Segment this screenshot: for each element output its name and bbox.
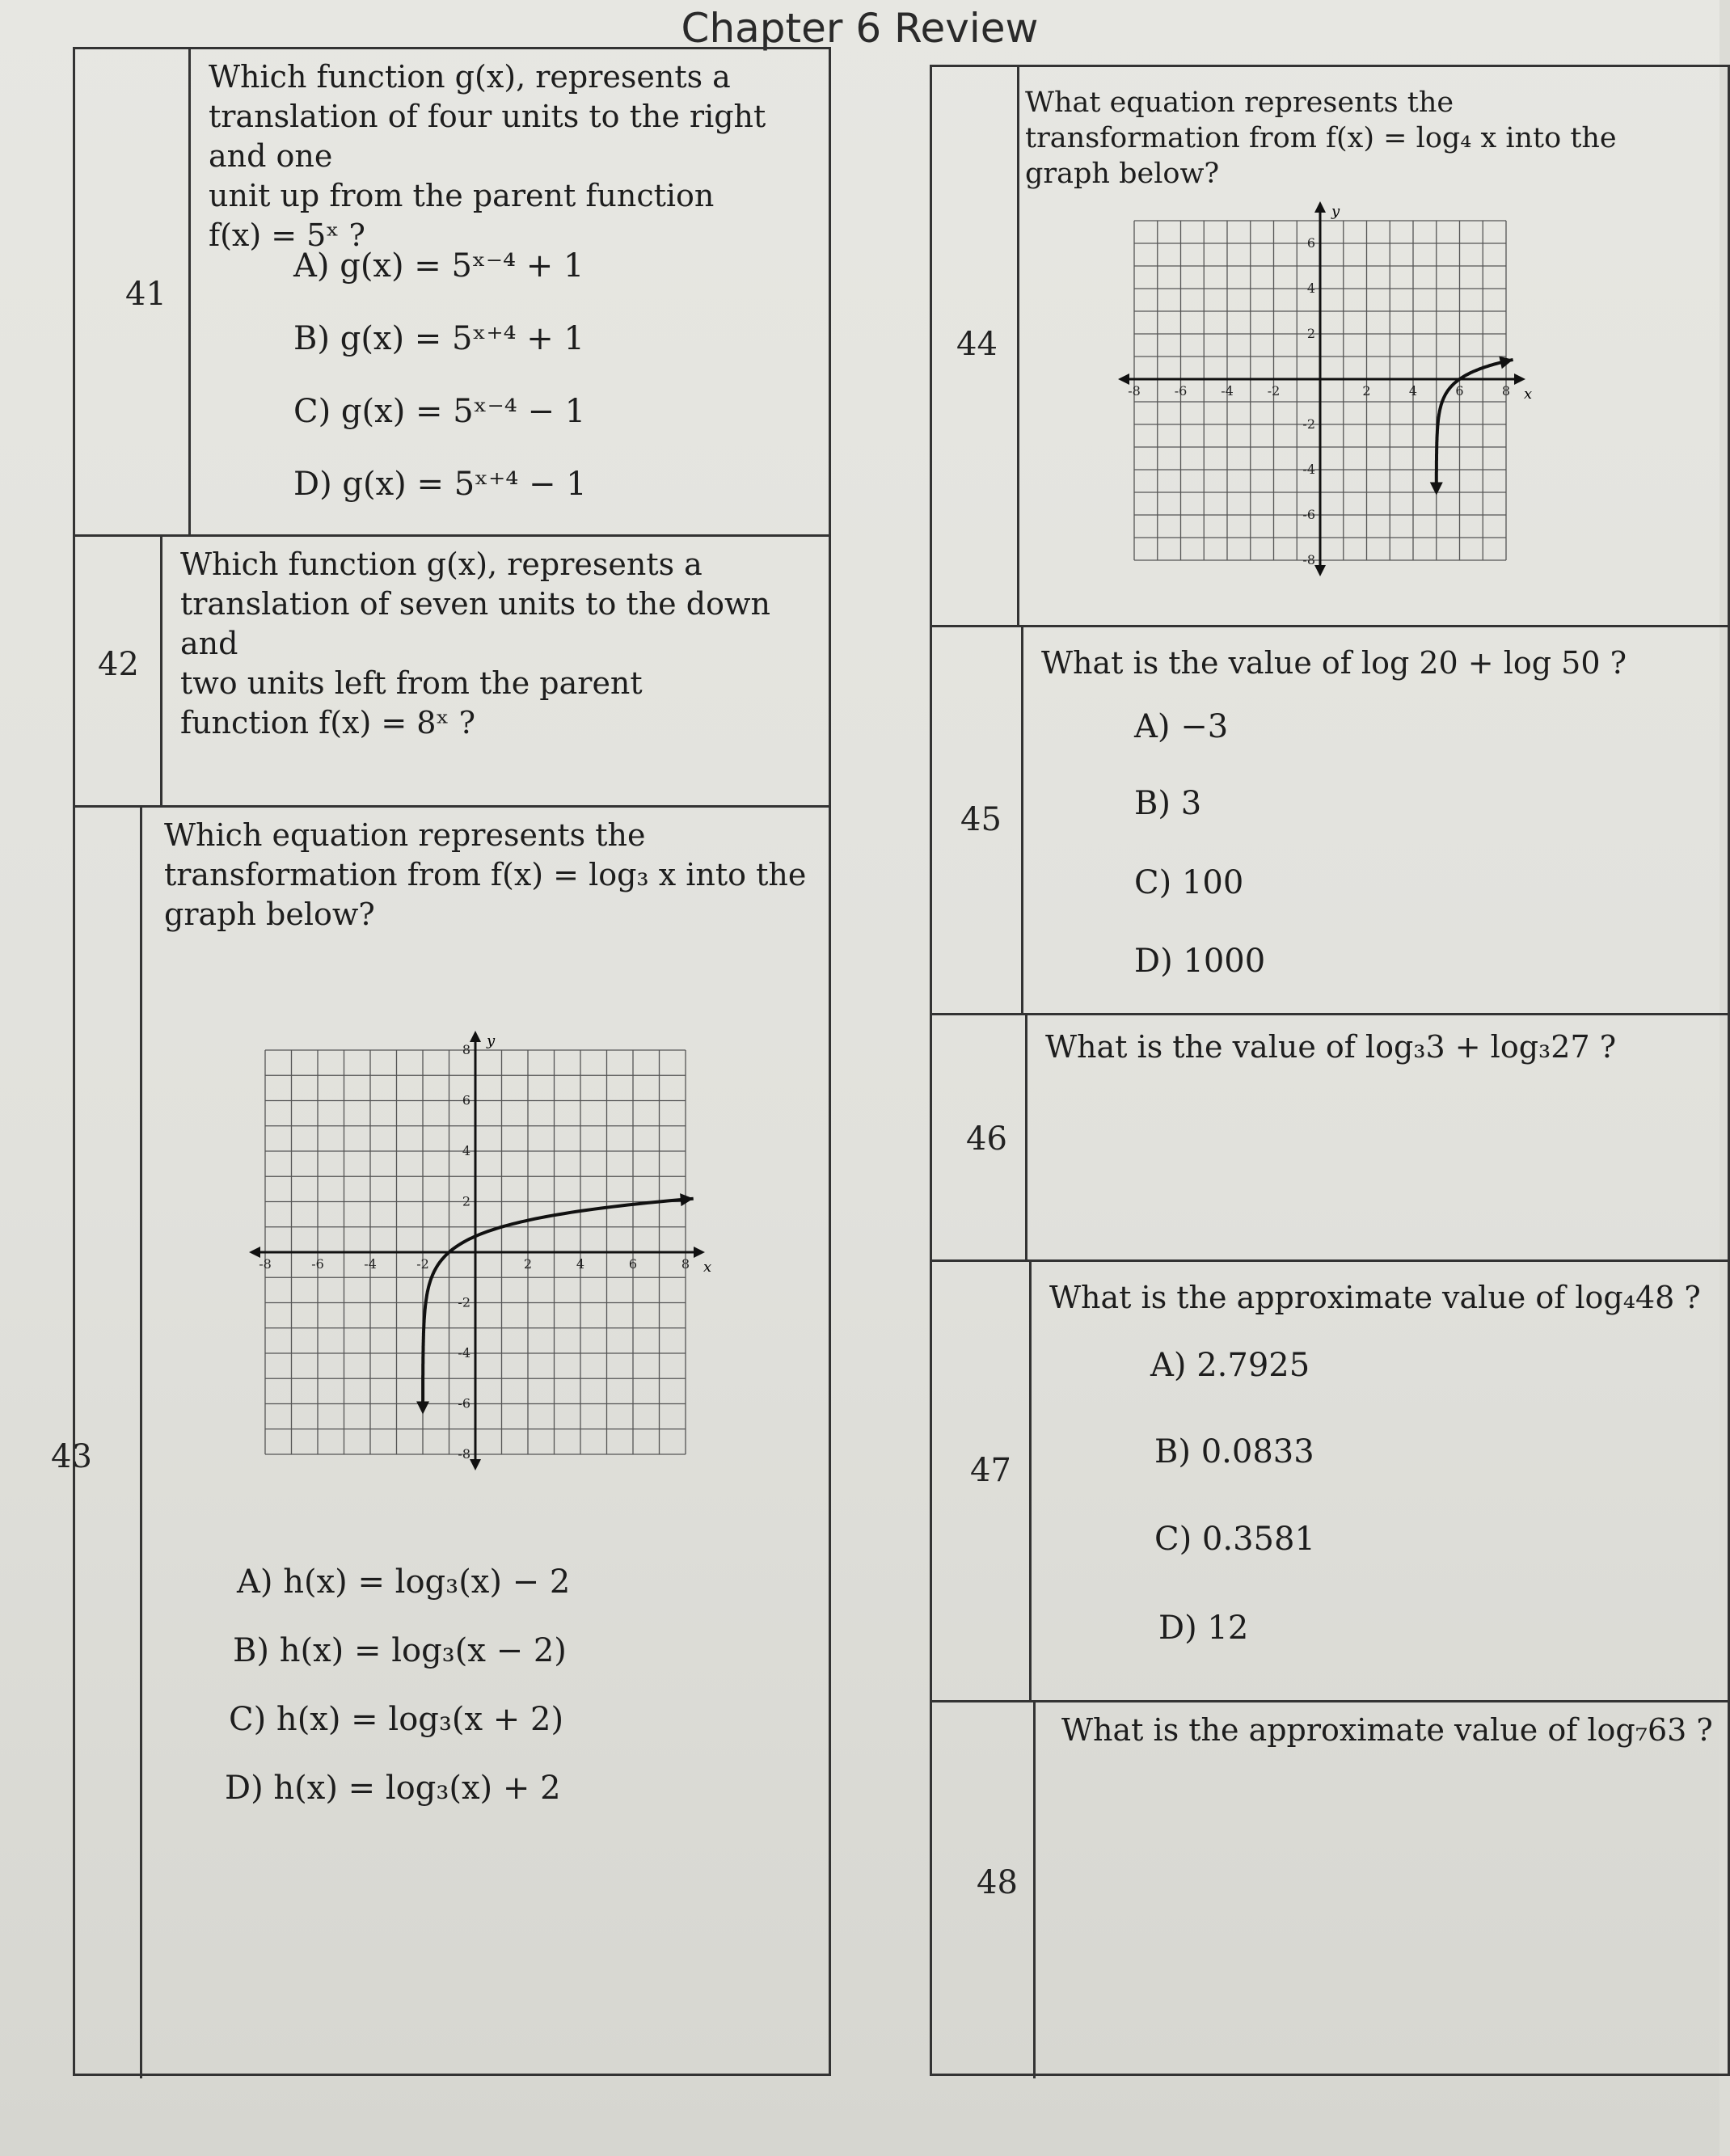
question-text: Which function g(x), represents a translation of seven units to the down and two units left from the parent function f(x) = 8ˣ ? xyxy=(180,546,770,740)
y-axis-arrow xyxy=(470,1459,481,1470)
x-tick-label: 6 xyxy=(1455,383,1464,399)
question-number: 41 xyxy=(125,276,167,313)
question-number: 47 xyxy=(970,1452,1011,1489)
x-tick-label: 2 xyxy=(1362,383,1371,399)
x-tick-label: 8 xyxy=(681,1256,690,1272)
y-axis-arrow xyxy=(1314,201,1326,213)
y-axis-arrow xyxy=(470,1031,481,1042)
y-tick-label: 8 xyxy=(462,1042,470,1057)
x-tick-label: 2 xyxy=(523,1256,533,1272)
question-number: 46 xyxy=(966,1120,1007,1158)
question-48-row xyxy=(932,1700,1728,2078)
question-46-row xyxy=(932,1013,1728,1259)
q44-graph xyxy=(1118,200,1533,576)
x-tick-label: -4 xyxy=(364,1256,377,1272)
choice-c[interactable]: C) 0.3581 xyxy=(1154,1521,1315,1558)
question-text: What equation represents the transformation from f(x) = log₄ x into the graph below? xyxy=(1025,86,1617,190)
choice-b[interactable]: B) g(x) = 5ˣ⁺⁴ + 1 xyxy=(293,320,584,357)
choice-b[interactable]: B) 3 xyxy=(1134,785,1202,822)
question-number: 45 xyxy=(960,801,1002,838)
y-tick-label: -4 xyxy=(458,1345,470,1361)
x-axis-arrow xyxy=(694,1247,705,1258)
choice-b[interactable]: B) 0.0833 xyxy=(1154,1433,1314,1470)
x-axis-arrow xyxy=(1514,373,1525,385)
x-tick-label: -2 xyxy=(416,1256,429,1272)
question-41-row xyxy=(75,49,829,534)
choice-b[interactable]: B) h(x) = log₃(x − 2) xyxy=(233,1632,567,1669)
question-number: 44 xyxy=(956,326,998,363)
y-tick-label: -4 xyxy=(1302,462,1315,477)
x-tick-label: 6 xyxy=(628,1256,638,1272)
question-number: 43 xyxy=(51,1438,92,1475)
y-tick-label: 6 xyxy=(1306,235,1315,251)
y-tick-label: 2 xyxy=(462,1193,470,1209)
question-43-row xyxy=(51,805,829,2078)
question-text: Which equation represents the transformation from f(x) = log₃ x into the graph below? xyxy=(164,817,807,932)
question-number: 42 xyxy=(98,646,139,683)
choice-d[interactable]: D) 12 xyxy=(1158,1610,1249,1647)
x-axis-label: x xyxy=(1524,386,1533,403)
x-tick-label: 8 xyxy=(1501,383,1511,399)
y-tick-label: -2 xyxy=(1302,416,1315,432)
question-number: 48 xyxy=(977,1864,1018,1901)
curve-start-arrow xyxy=(1430,483,1443,496)
page-title: Chapter 6 Review xyxy=(681,5,1039,52)
x-tick-label: -6 xyxy=(1174,383,1188,399)
choice-d[interactable]: D) h(x) = log₃(x) + 2 xyxy=(225,1770,561,1807)
choice-c[interactable]: C) g(x) = 5ˣ⁻⁴ − 1 xyxy=(293,393,586,430)
choice-c[interactable]: C) 100 xyxy=(1134,864,1244,901)
question-45-row xyxy=(932,625,1728,1013)
y-tick-label: 2 xyxy=(1306,326,1315,341)
y-tick-label: -6 xyxy=(458,1395,470,1411)
choice-d[interactable]: D) 1000 xyxy=(1134,943,1266,980)
y-tick-label: -8 xyxy=(1302,552,1315,567)
question-text: What is the approximate value of log₄48 ? xyxy=(1049,1280,1701,1315)
q43-graph xyxy=(249,1030,710,1470)
question-text: What is the approximate value of log₇63 ? xyxy=(1061,1712,1713,1748)
curve-start-arrow xyxy=(416,1401,429,1414)
choice-a[interactable]: A) h(x) = log₃(x) − 2 xyxy=(237,1563,571,1601)
log-graph-svg xyxy=(249,1030,710,1470)
x-tick-label: -4 xyxy=(1221,383,1234,399)
choice-c[interactable]: C) h(x) = log₃(x + 2) xyxy=(229,1701,564,1738)
y-axis-arrow xyxy=(1314,565,1326,576)
question-44-row xyxy=(932,67,1728,625)
question-text: Which function g(x), represents a translation of four units to the right and one unit up from the parent function f(x) = 5ˣ ? xyxy=(209,59,766,253)
y-tick-label: -8 xyxy=(458,1446,470,1462)
x-tick-label: -6 xyxy=(311,1256,324,1272)
y-tick-label: 6 xyxy=(462,1092,470,1108)
choice-a[interactable]: A) −3 xyxy=(1134,708,1229,745)
x-tick-label: -8 xyxy=(1128,383,1141,399)
y-tick-label: -6 xyxy=(1302,507,1315,522)
y-axis-label: y xyxy=(1331,203,1340,220)
y-tick-label: -2 xyxy=(458,1294,470,1310)
choice-d[interactable]: D) g(x) = 5ˣ⁺⁴ − 1 xyxy=(293,466,587,503)
question-42-row xyxy=(75,534,829,805)
choice-a[interactable]: A) g(x) = 5ˣ⁻⁴ + 1 xyxy=(293,247,584,285)
left-question-table xyxy=(51,47,831,2076)
question-47-row xyxy=(932,1259,1728,1700)
x-axis-label: x xyxy=(703,1259,712,1276)
y-axis-label: y xyxy=(487,1032,496,1049)
y-tick-label: 4 xyxy=(462,1143,470,1158)
choice-a[interactable]: A) 2.7925 xyxy=(1150,1347,1310,1384)
y-tick-label: 4 xyxy=(1306,281,1315,296)
x-tick-label: -2 xyxy=(1267,383,1281,399)
question-text: What is the value of log 20 + log 50 ? xyxy=(1041,645,1627,681)
right-question-table xyxy=(930,65,1730,2076)
log-graph-svg xyxy=(1118,200,1533,576)
question-text: What is the value of log₃3 + log₃27 ? xyxy=(1045,1029,1617,1065)
curve-end-arrow xyxy=(680,1192,694,1206)
x-tick-label: -8 xyxy=(259,1256,272,1272)
x-tick-label: 4 xyxy=(576,1256,585,1272)
x-tick-label: 4 xyxy=(1408,383,1418,399)
